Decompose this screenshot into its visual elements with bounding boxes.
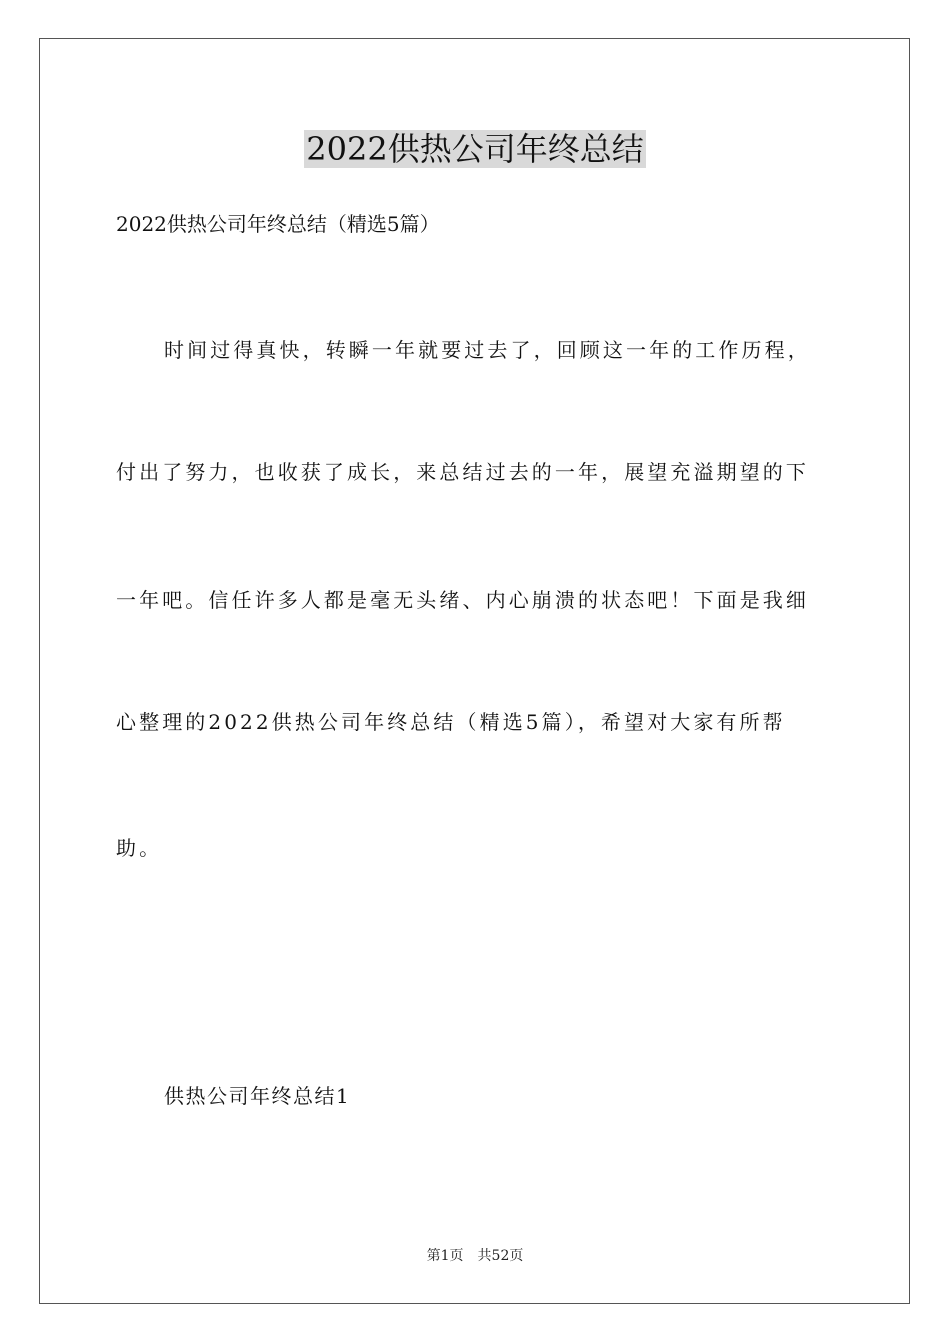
- document-title-text: 2022供热公司年终总结: [306, 130, 644, 168]
- intro-line-2: 付出了努力，也收获了成长，来总结过去的一年，展望充溢期望的下: [116, 460, 809, 484]
- document-title: [0, 125, 950, 173]
- section-heading: 供热公司年终总结1: [164, 1084, 351, 1108]
- intro-line-5: 助。: [116, 836, 163, 860]
- page-footer: 第1页 共52页: [426, 1248, 524, 1264]
- document-subtitle: 2022供热公司年终总结（精选5篇）: [116, 212, 440, 236]
- intro-line-4: 心整理的2022供热公司年终总结（精选5篇），希望对大家有所帮: [116, 710, 786, 734]
- intro-line-3: 一年吧。信任许多人都是毫无头绪、内心崩溃的状态吧！下面是我细: [116, 588, 809, 612]
- intro-line-1: 时间过得真快，转瞬一年就要过去了，回顾这一年的工作历程，: [164, 338, 811, 362]
